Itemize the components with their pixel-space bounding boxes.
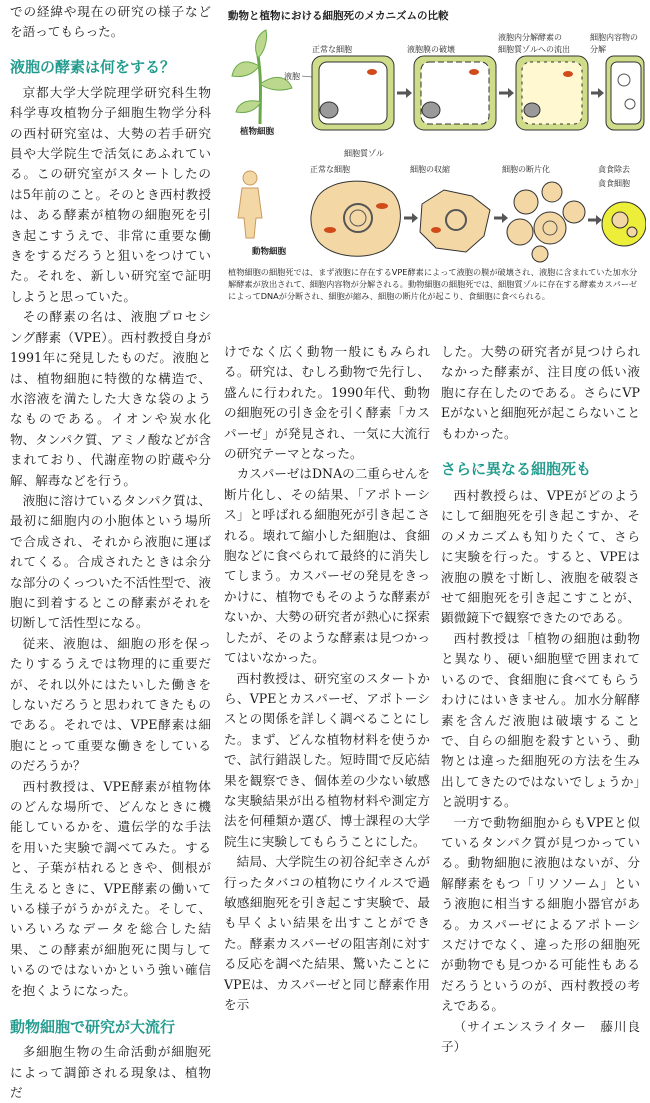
paragraph: 結局、大学院生の初谷紀幸さんが行ったタバコの植物にウイルスで過敏感細胞死を引き起こす実験で、最も早くよい結果を出すことができた。酵素カスパーゼの阻害剤に対する反応を調べた結果、驚いたことにVPEは、カスパーゼと同じ酵素作用を示 <box>224 854 430 1012</box>
plant-cell-degraded <box>606 56 644 130</box>
paragraph: けでなく広く動物一般にもみられる。研究は、むしろ動物で先行し、盛んに行われた。1990年代、動物の細胞死の引き金を引く酵素「カスパーゼ」が発見され、一気に大流行の研究テーマとなった。 <box>224 344 430 462</box>
figure-illustration <box>222 6 646 264</box>
figure-caption: 植物細胞の細胞死では、まず液胞に存在するVPE酵素によって液胞の膜が破壊され、液胞に含まれていた加水分解酵素が放出されて、細胞内容物が分解される。動物細胞の細胞死では、細胞質ゾルに存在する酵素カスパーゼによってDNAが分断され、細胞が縮み、細胞の断片化が起こり、食細胞に食べられる。 <box>228 267 638 301</box>
plant-cell-membrane-rupture <box>414 56 496 130</box>
paragraph: での経緯や現在の研究の様子などを語ってもらった。 <box>10 4 211 40</box>
paragraph: 西村教授は「植物の細胞は動物と異なり、硬い細胞壁で囲まれているので、食細胞に食べてもらうわけにはいきません。加水分解酵素を含んだ液胞は破壊することで、自らの細胞を殺すという、動物とは違った細胞死の方法を生み出してきたのではないでしょうか」と説明する。 <box>441 630 640 810</box>
animal-step-label: 貪食除去 <box>598 165 630 174</box>
animal-step-label: 正常な細胞 <box>310 165 350 174</box>
human-figure-icon <box>238 171 262 238</box>
plant-step-label: 液胞膜の破壊 <box>407 45 455 54</box>
paragraph: 西村教授は、研究室のスタートから、VPEとカスパーゼ、アポトーシスとの関係を詳しく調べることにした。まず、どんな植物材料を使うかで、試行錯誤した。短時間で反応結果を観察でき、個体差の少ない敏感な実験結果が出る植物材料や測定方法を何種類か選び、博士課程の大学院生に実験してもらうことにした。 <box>224 670 430 849</box>
paragraph: カスパーゼはDNAの二重らせんを断片化し、その結果、「アポトーシス」と呼ばれる細胞死が引き起こされる。壊れて縮小した細胞は、食細胞などに食べられて最終的に消失してしまう。カスパーゼの発見をきっかけに、植物でもそのような酵素がないか、大勢の研究者が熱心に探索したが、そのような酵素は見つかってはいなかった。 <box>224 466 430 666</box>
vacuole-label: 液胞 <box>284 72 300 81</box>
animal-cell-fragmentation <box>507 182 585 262</box>
animal-step-label: 細胞の断片化 <box>502 165 550 174</box>
article-column-2 <box>224 342 430 1015</box>
paragraph: 液胞に溶けているタンパク質は、最初に細胞内の小胞体という場所で合成され、それから液胞に運ばれてくる。合成されたときは余分な部分のくっついた不活性型で、液胞に到着するとこの酵素がそれを切断して活性型になる。 <box>10 492 211 631</box>
plant-step-label: 液胞内分解酵素の <box>498 33 562 42</box>
paragraph: 京都大学大学院理学研究科生物科学専攻植物分子細胞生物学分科の西村研究室は、大勢の若手研究員や大学院生で活気にあふれている。この研究室がスタートしたのは5年前のこと。そのとき西村教授は、ある酵素が植物の細胞死を引き起こすうえで、非常に重要な働きをするだろうと狙いをつけていた。それを、新しい研究室で証明しようと思っていた。 <box>10 84 211 304</box>
cytosol-label: 細胞質ゾル <box>344 149 384 158</box>
cell-death-comparison-figure <box>222 6 646 336</box>
article-column-3 <box>441 342 640 1057</box>
plant-cell-enzyme-leak <box>516 56 588 130</box>
section-heading: 液胞の酵素は何をする？ <box>10 57 176 76</box>
plant-step-label: 分解 <box>590 45 606 54</box>
phagocyte <box>602 202 646 246</box>
paragraph: した。大勢の研究者が見つけられなかった酵素が、注目度の低い液胞に存在したのである。さらにVPEがないと細胞死が起こらないこともわかった。 <box>441 344 640 441</box>
section-heading: 動物細胞で研究が大流行 <box>10 1018 176 1037</box>
figure-title: 動物と植物における細胞死のメカニズムの比較 <box>228 10 449 22</box>
paragraph: 多細胞生物の生命活動が細胞死によって調節される現象は、植物だ <box>10 1044 211 1100</box>
plant-step-label: 正常な細胞 <box>312 45 352 54</box>
animal-cell-normal <box>311 181 401 256</box>
animal-cell-shrinking <box>420 190 490 252</box>
paragraph: その酵素の名は、液胞プロセシング酵素（VPE）。西村教授自身が1991年に発見したものだ。液胞とは、植物細胞に特徴的な構造で、水溶液を満たした大きな袋のようなものである。イオンや炭水化物、タンパク質、アミノ酸などが含まれており、代謝産物の貯蔵や分解、解毒などを行う。 <box>10 309 211 488</box>
paragraph: 従来、液胞は、細胞の形を保ったりするうえでは物理的に重要だが、それ以外にはたいした働きをしないだろうと思われてきたものである。それでは、VPE酵素は細胞にとって重要な働きをしているのだろうか？ <box>10 635 211 774</box>
plant-cell-normal <box>312 56 394 130</box>
author-signature: （サイエンスライター 藤川良子） <box>441 1018 640 1054</box>
plant-step-label: 細胞質ゾルへの流出 <box>498 45 570 54</box>
article-column-1 <box>10 2 211 1103</box>
paragraph: 一方で動物細胞からもVPEと似ているタンパク質が見つかっている。動物細胞に液胞はないが、分解酵素をもつ「リソソーム」という液胞に相当する細胞小器官がある。カスパーゼによるアポトーシスだけでなく、違った形の細胞死が動物でも見つかる可能性もあるだろうというのが、西村教授の考えである。 <box>441 814 640 1014</box>
animal-cell-label: 動物細胞 <box>252 247 287 257</box>
section-heading: さらに異なる細胞死も <box>441 460 592 479</box>
paragraph: 西村教授らは、VPEがどのようにして細胞死を引き起こすか、そのメカニズムも知りたくて、さらに実験を行った。すると、VPEは液胞の膜を寸断し、液胞を破裂させて細胞死を引き起こすことが、顕微鏡下で観察できたのである。 <box>441 488 640 626</box>
paragraph: 西村教授は、VPE酵素が植物体のどんな場所で、どんなときに機能しているかを、遺伝学的な手法を用いた実験で調べてみた。すると、子葉が枯れるときや、側根が生えるときに、VPE酵素の働いている様子がうかがえた。そして、いろいろなデータを総合した結果、この酵素が細胞死に関与しているのではないかという強い確信を抱くようになった。 <box>10 778 211 998</box>
animal-step-label: 貪食細胞 <box>598 179 630 188</box>
plant-cell-label: 植物細胞 <box>240 127 275 137</box>
plant-step-label: 細胞内容物の <box>590 33 638 42</box>
plant-sprout-icon <box>232 30 292 124</box>
animal-step-label: 細胞の収縮 <box>410 165 450 174</box>
